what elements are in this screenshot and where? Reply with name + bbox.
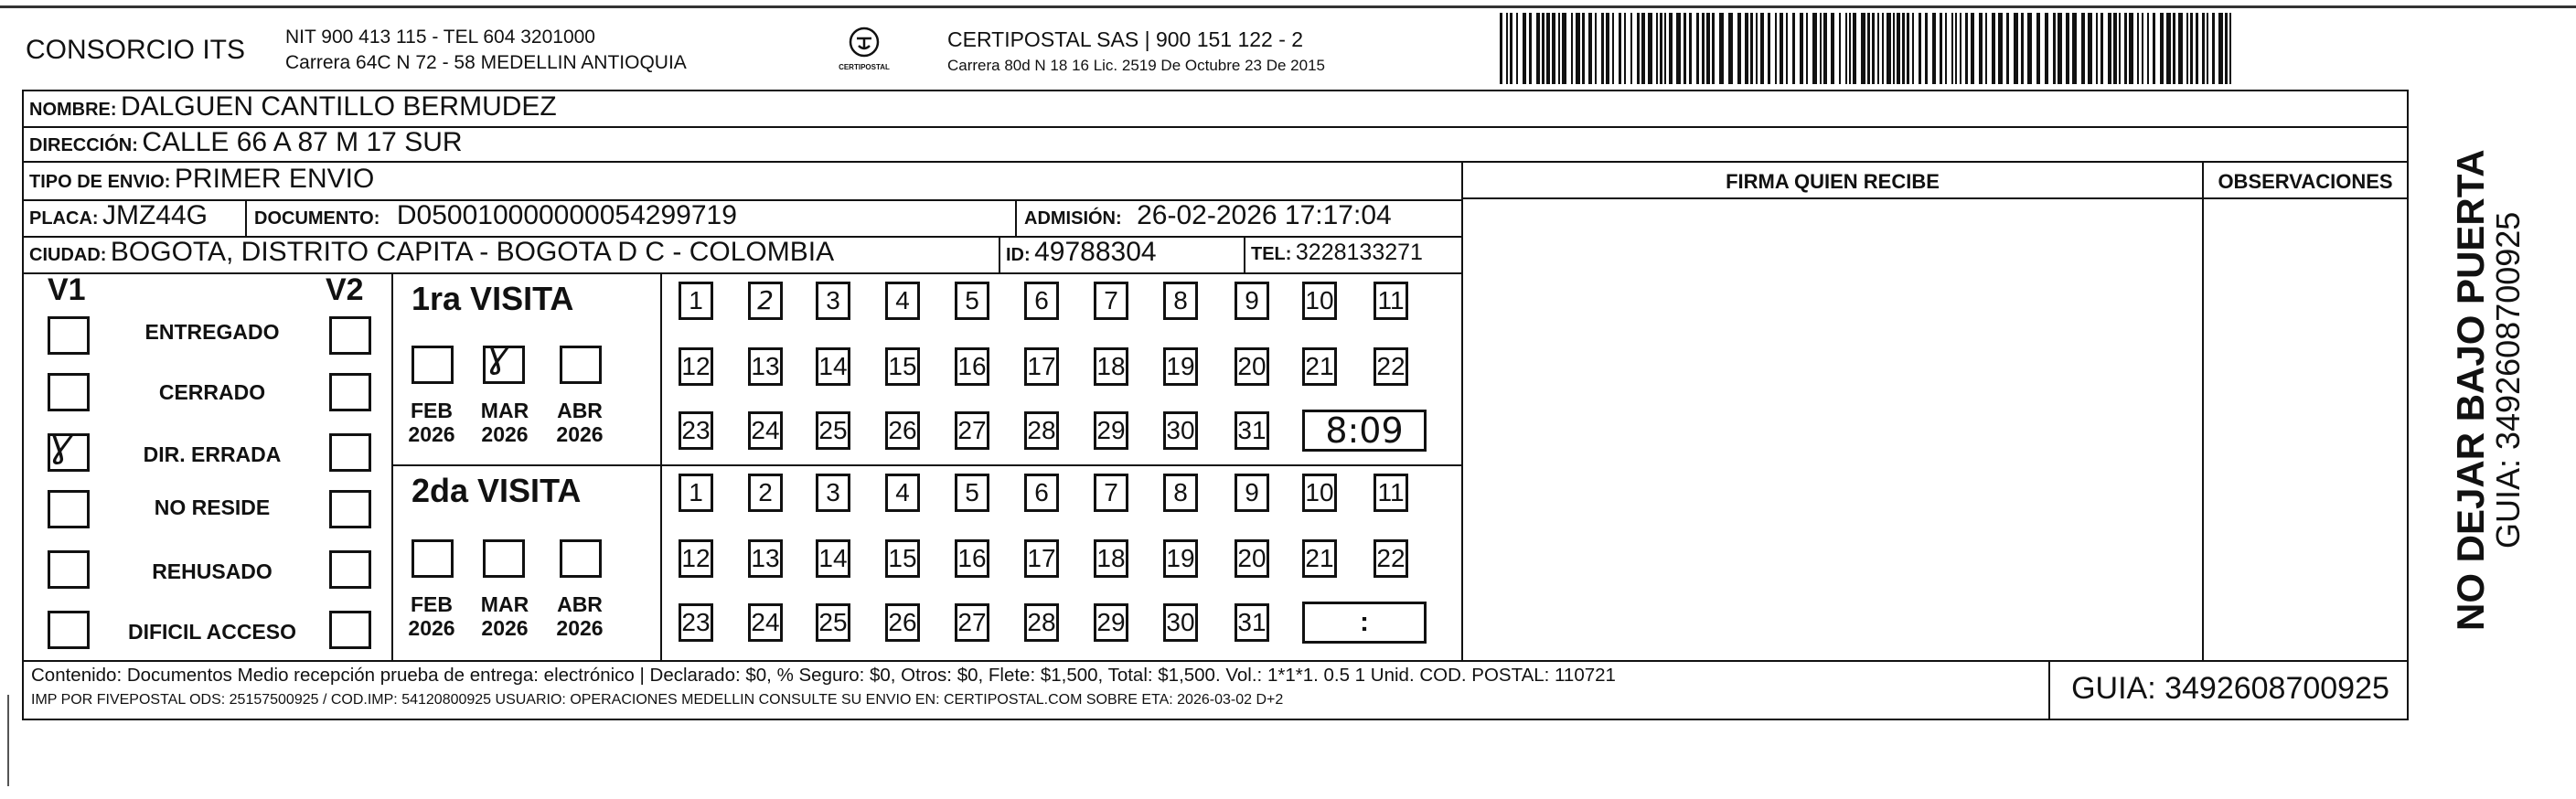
barcode-bar: [1702, 13, 1705, 84]
visit-1-day-2[interactable]: 2: [748, 282, 783, 320]
barcode-bar: [1872, 13, 1875, 84]
barcode-bar: [1965, 13, 1968, 84]
nombre-value: DALGUEN CANTILLO BERMUDEZ: [121, 91, 557, 122]
visit-2-day-2[interactable]: 2: [748, 474, 783, 512]
visit-2-time: :: [1360, 607, 1369, 637]
visit-2-month-feb-checkbox[interactable]: [412, 539, 454, 578]
visit-1-day-25[interactable]: 25: [816, 411, 850, 450]
visit-2-day-19[interactable]: 19: [1163, 539, 1198, 578]
barcode-bar: [2166, 13, 2171, 84]
v2-checkbox-no-reside[interactable]: [329, 490, 371, 528]
visit-2-day-10[interactable]: 10: [1302, 474, 1337, 512]
status-dir-errada-label: DIR. ERRADA: [143, 442, 282, 466]
visit-1-day-5[interactable]: 5: [955, 282, 989, 320]
visit-1-day-1[interactable]: 1: [679, 282, 713, 320]
visit-1-day-14[interactable]: 14: [816, 347, 850, 386]
visit-2-day-1[interactable]: 1: [679, 474, 713, 512]
barcode-bar: [2113, 13, 2117, 84]
barcode-bar: [1737, 13, 1741, 84]
visit-2-day-4[interactable]: 4: [885, 474, 920, 512]
v2-header: V2: [326, 272, 364, 307]
barcode-bar: [2100, 13, 2103, 84]
scan-edge-top: [0, 5, 2576, 8]
barcode-bar: [1792, 13, 1795, 84]
barcode-bar: [1780, 13, 1783, 84]
courier-address: Carrera 80d N 18 16 Lic. 2519 De Octubre 23 De 2015: [947, 57, 1325, 74]
barcode-bar: [2066, 13, 2069, 84]
barcode-bar: [1979, 13, 1983, 84]
barcode-bar: [2119, 13, 2121, 84]
side-warning: NO DEJAR BAJO PUERTA: [2449, 149, 2492, 631]
barcode-bar: [1806, 13, 1808, 84]
barcode-bar: [2137, 13, 2139, 84]
visit-1-month-mar: MAR 2026: [480, 399, 529, 446]
tipo-value: PRIMER ENVIO: [174, 164, 375, 194]
nombre-label: NOMBRE:: [29, 100, 117, 120]
barcode-bar: [1637, 13, 1640, 84]
barcode-bar: [1669, 13, 1673, 84]
barcode-bar: [1756, 13, 1758, 84]
barcode-bar: [1823, 13, 1827, 84]
visit-1-day-12[interactable]: 12: [679, 347, 713, 386]
barcode-bar: [2021, 13, 2024, 84]
placa-field: [29, 200, 208, 231]
barcode-bar: [1992, 13, 1995, 84]
visit-2-day-20[interactable]: 20: [1235, 539, 1269, 578]
visit-2-day-18[interactable]: 18: [1094, 539, 1128, 578]
visit-1-day-31[interactable]: 31: [1235, 411, 1269, 450]
barcode-bar: [1558, 13, 1560, 84]
barcode-bar: [2207, 13, 2208, 84]
barcode-bar: [1624, 13, 1626, 84]
tel-field: [1251, 240, 1423, 266]
visit-2-day-16[interactable]: 16: [955, 539, 989, 578]
visit-2-day-5[interactable]: 5: [955, 474, 989, 512]
visit-1-month-feb-checkbox[interactable]: [412, 346, 454, 384]
visit-2-day-13[interactable]: 13: [748, 539, 783, 578]
barcode-bar: [1529, 13, 1532, 84]
visit-2-day-6[interactable]: 6: [1024, 474, 1059, 512]
barcode-bar: [1546, 13, 1550, 84]
barcode-bar: [2129, 13, 2133, 84]
status-rehusado-label: REHUSADO: [152, 559, 273, 583]
barcode-bar: [2212, 13, 2215, 84]
barcode-bar: [1831, 13, 1834, 84]
tipo-field: [29, 164, 374, 195]
visit-1-time: 8:09: [1325, 410, 1404, 451]
barcode-bar: [1849, 13, 1851, 84]
visit-2-day-22[interactable]: 22: [1374, 539, 1408, 578]
visit-2-month-feb: FEB 2026: [408, 592, 455, 640]
v1-dir-errada-checkmark: Ɣ: [49, 430, 71, 466]
barcode-bar: [1648, 13, 1652, 84]
footer-contenido: Contenido: Documentos Medio recepción prueba de entrega: electrónico | Declarado: $0, % Seguro: $0, Otros: $0, Flete: $1,500, Total: $1,500. Vol.: 1*1*1. 0.5 1 Unid. COD. POSTAL: 110721: [31, 665, 1616, 686]
status-entregado-label: ENTREGADO: [144, 320, 280, 344]
barcode-bar: [2108, 13, 2111, 84]
scan-edge-left: [7, 695, 9, 786]
visit-1-month-abr: ABR 2026: [556, 399, 604, 446]
barcode-bar: [1882, 13, 1884, 84]
barcode-bar: [1712, 13, 1715, 84]
visit-1-day-29[interactable]: 29: [1094, 411, 1128, 450]
barcode-bar: [2186, 13, 2188, 84]
visit-2-month-abr: ABR 2026: [556, 592, 604, 640]
barcode-bar: [1571, 13, 1573, 84]
barcode-bar: [1696, 13, 1699, 84]
barcode-bar: [1588, 13, 1592, 84]
visit-2-day-9[interactable]: 9: [1235, 474, 1269, 512]
barcode-bar: [1516, 13, 1518, 84]
tel-label: TEL:: [1251, 244, 1292, 264]
v2-checkbox-dir-errada[interactable]: [329, 433, 371, 472]
barcode-bar: [1998, 13, 2003, 84]
v1-header: V1: [48, 272, 86, 307]
company-nit: NIT 900 413 115 - TEL 604 3201000: [285, 27, 595, 48]
visit-2-day-26[interactable]: 26: [885, 603, 920, 642]
barcode-bar: [2124, 13, 2127, 84]
direccion-field: [29, 127, 463, 158]
direccion-value: CALLE 66 A 87 M 17 SUR: [142, 127, 463, 157]
barcode-bar: [1907, 13, 1909, 84]
barcode-bar: [1706, 13, 1710, 84]
tipo-label: TIPO DE ENVIO:: [29, 172, 171, 192]
barcode-bar: [1985, 13, 1987, 84]
barcode-bar: [1750, 13, 1753, 84]
footer-guia: GUIA: 3492608700925: [2071, 671, 2389, 706]
barcode-bar: [2006, 13, 2009, 84]
barcode-bar: [1768, 13, 1770, 84]
visit-2-day-29[interactable]: 29: [1094, 603, 1128, 642]
barcode-bar: [2081, 13, 2085, 84]
admision-label: ADMISIÓN:: [1024, 208, 1122, 229]
barcode-bar: [2036, 13, 2040, 84]
barcode-bar: [1641, 13, 1645, 84]
barcode-bar: [1552, 13, 1555, 84]
footer-imp: IMP POR FIVEPOSTAL ODS: 25157500925 / COD.IMP: 54120800925 USUARIO: OPERACIONES MEDELLIN CONSULTE SU ENVIO EN: CERTIPOSTAL.COM SOBRE ETA: 2026-03-02 D+2: [31, 692, 1284, 708]
visit-1-month-abr-checkbox[interactable]: [560, 346, 602, 384]
barcode-bar: [1945, 13, 1947, 84]
visit-1-day-15[interactable]: 15: [885, 347, 920, 386]
visit-2-day-12[interactable]: 12: [679, 539, 713, 578]
visit-2-month-abr-checkbox[interactable]: [560, 539, 602, 578]
visit-2-day-31[interactable]: 31: [1235, 603, 1269, 642]
v1-checkbox-rehusado[interactable]: [48, 550, 90, 589]
barcode-bar: [1582, 13, 1585, 84]
visit-1-day-10[interactable]: 10: [1302, 282, 1337, 320]
admision-value: 26-02-2026 17:17:04: [1137, 200, 1392, 230]
barcode-bar: [2147, 13, 2149, 84]
barcode-bar: [1887, 13, 1891, 84]
barcode-bar: [2153, 13, 2155, 84]
barcode-bar: [2218, 13, 2223, 84]
barcode-bar: [1660, 13, 1662, 84]
company-address: Carrera 64C N 72 - 58 MEDELLIN ANTIOQUIA: [285, 52, 687, 73]
visit-2-day-25[interactable]: 25: [816, 603, 850, 642]
barcode-bar: [1845, 13, 1847, 84]
certipostal-logo: [832, 26, 896, 79]
barcode-bar: [1800, 13, 1803, 84]
barcode-bar: [1971, 13, 1974, 84]
barcode-bar: [1595, 13, 1597, 84]
visit-1-day-6[interactable]: 6: [1024, 282, 1059, 320]
firma-header: FIRMA QUIEN RECIBE: [1726, 170, 1940, 193]
barcode-bar: [1820, 13, 1822, 84]
barcode-bar: [2058, 13, 2062, 84]
direccion-label: DIRECCIÓN:: [29, 135, 138, 155]
barcode-bar: [1728, 13, 1733, 84]
id-label: ID:: [1006, 245, 1031, 265]
barcode-bar: [2088, 13, 2092, 84]
barcode-bar: [1510, 13, 1512, 84]
barcode: [1500, 13, 2231, 84]
barcode-bar: [1960, 13, 1961, 84]
barcode-bar: [1775, 13, 1777, 84]
visit-1-day-19[interactable]: 19: [1163, 347, 1198, 386]
visit-2-time-box[interactable]: [1302, 602, 1427, 644]
visit-2-day-11[interactable]: 11: [1374, 474, 1408, 512]
barcode-bar: [2142, 13, 2143, 84]
status-no-reside-label: NO RESIDE: [154, 495, 271, 519]
barcode-bar: [1951, 13, 1953, 84]
visit-1-day-13[interactable]: 13: [748, 347, 783, 386]
v1-checkbox-cerrado[interactable]: [48, 373, 90, 411]
barcode-bar: [2190, 13, 2193, 84]
barcode-bar: [1760, 13, 1764, 84]
documento-label: DOCUMENTO:: [254, 208, 380, 229]
visit-2-day-21[interactable]: 21: [1302, 539, 1337, 578]
barcode-bar: [1877, 13, 1879, 84]
barcode-bar: [1867, 13, 1870, 84]
barcode-bar: [2045, 13, 2048, 84]
barcode-bar: [1853, 13, 1856, 84]
visit-1-title: 1ra VISITA: [412, 280, 574, 317]
barcode-bar: [1902, 13, 1905, 84]
nombre-field: [29, 91, 557, 123]
barcode-bar: [2178, 13, 2183, 84]
barcode-bar: [1932, 13, 1936, 84]
visit-1-day-24[interactable]: 24: [748, 411, 783, 450]
visit-1-day-28[interactable]: 28: [1024, 411, 1059, 450]
documento-field: [254, 200, 737, 231]
visit-1-day-21[interactable]: 21: [1302, 347, 1337, 386]
barcode-bar: [1619, 13, 1621, 84]
visit-1-day-30[interactable]: 30: [1163, 411, 1198, 450]
barcode-bar: [2196, 13, 2198, 84]
visit-1-day-9[interactable]: 9: [1235, 282, 1269, 320]
id-field: [1006, 237, 1157, 268]
barcode-bar: [1812, 13, 1817, 84]
barcode-bar: [1955, 13, 1957, 84]
v1-checkbox-dificil-acceso[interactable]: [48, 611, 90, 649]
barcode-bar: [1719, 13, 1724, 84]
barcode-bar: [1664, 13, 1666, 84]
visit-2-day-28[interactable]: 28: [1024, 603, 1059, 642]
visit-1-day-27[interactable]: 27: [955, 411, 989, 450]
visit-2-day-23[interactable]: 23: [679, 603, 713, 642]
visit-1-day-11[interactable]: 11: [1374, 282, 1408, 320]
visit-2-day-24[interactable]: 24: [748, 603, 783, 642]
barcode-bar: [2096, 13, 2098, 84]
v1-checkbox-no-reside[interactable]: [48, 490, 90, 528]
v2-checkbox-rehusado[interactable]: [329, 550, 371, 589]
barcode-bar: [1839, 13, 1841, 84]
barcode-bar: [1506, 13, 1508, 84]
barcode-bar: [1861, 13, 1865, 84]
barcode-bar: [2173, 13, 2175, 84]
visit-2-day-7[interactable]: 7: [1094, 474, 1128, 512]
barcode-bar: [1656, 13, 1658, 84]
barcode-bar: [1912, 13, 1914, 84]
side-guia: GUIA: 3492608700925: [2489, 211, 2527, 549]
barcode-bar: [2202, 13, 2205, 84]
id-value: 49788304: [1034, 237, 1157, 267]
visit-2-day-17[interactable]: 17: [1024, 539, 1059, 578]
visit-2-day-30[interactable]: 30: [1163, 603, 1198, 642]
barcode-bar: [1606, 13, 1609, 84]
ciudad-label: CIUDAD:: [29, 245, 107, 265]
courier-name: CERTIPOSTAL SAS | 900 151 122 - 2: [947, 27, 1304, 51]
barcode-bar: [1683, 13, 1686, 84]
ciudad-value: BOGOTA, DISTRITO CAPITA - BOGOTA D C - COLOMBIA: [110, 237, 835, 267]
logo-icon: [846, 26, 882, 59]
visit-2-day-8[interactable]: 8: [1163, 474, 1198, 512]
barcode-bar: [1940, 13, 1942, 84]
barcode-bar: [1897, 13, 1900, 84]
v2-checkbox-entregado[interactable]: [329, 316, 371, 355]
barcode-bar: [2053, 13, 2056, 84]
barcode-bar: [1612, 13, 1614, 84]
barcode-bar: [2027, 13, 2032, 84]
barcode-bar: [1562, 13, 1566, 84]
v2-checkbox-dificil-acceso[interactable]: [329, 611, 371, 649]
v2-checkbox-cerrado[interactable]: [329, 373, 371, 411]
visit-1-day-17[interactable]: 17: [1024, 347, 1059, 386]
visit-2-month-mar: MAR 2026: [480, 592, 529, 640]
barcode-bar: [1576, 13, 1580, 84]
barcode-bar: [1925, 13, 1928, 84]
barcode-bar: [2072, 13, 2077, 84]
barcode-bar: [2229, 13, 2231, 84]
logo-text: CERTIPOSTAL: [839, 63, 890, 71]
barcode-bar: [1542, 13, 1545, 84]
v1-checkbox-entregado[interactable]: [48, 316, 90, 355]
visit-1-day-26[interactable]: 26: [885, 411, 920, 450]
visit-2-day-3[interactable]: 3: [816, 474, 850, 512]
visit-1-time-box[interactable]: [1302, 410, 1427, 452]
barcode-bar: [1786, 13, 1788, 84]
barcode-bar: [2160, 13, 2164, 84]
barcode-bar: [2225, 13, 2228, 84]
barcode-bar: [1893, 13, 1895, 84]
visit-2-day-27[interactable]: 27: [955, 603, 989, 642]
visit-1-day-8[interactable]: 8: [1163, 282, 1198, 320]
barcode-bar: [1630, 13, 1632, 84]
visit-1-day-7[interactable]: 7: [1094, 282, 1128, 320]
visit-1-mar-checkmark: Ɣ: [486, 340, 508, 377]
company-name: CONSORCIO ITS: [26, 35, 246, 65]
visit-2-title: 2da VISITA: [412, 472, 582, 509]
barcode-bar: [1745, 13, 1748, 84]
visit-2-day-15[interactable]: 15: [885, 539, 920, 578]
visit-1-day-3[interactable]: 3: [816, 282, 850, 320]
visit-1-day-20[interactable]: 20: [1235, 347, 1269, 386]
status-cerrado-label: CERRADO: [158, 380, 266, 404]
visit-2-month-mar-checkbox[interactable]: [483, 539, 525, 578]
observaciones-header: OBSERVACIONES: [2218, 170, 2393, 193]
visit-1-month-feb: FEB 2026: [408, 399, 455, 446]
admision-field: [1024, 200, 1392, 231]
ciudad-field: [29, 237, 834, 268]
documento-value: D050010000000054299719: [396, 200, 737, 230]
barcode-bar: [1523, 13, 1526, 84]
barcode-bar: [1689, 13, 1692, 84]
status-dificil-acceso-label: DIFICIL ACCESO: [127, 620, 296, 644]
visit-1-day-18[interactable]: 18: [1094, 347, 1128, 386]
barcode-bar: [2014, 13, 2018, 84]
visit-1-day-22[interactable]: 22: [1374, 347, 1408, 386]
barcode-bar: [1536, 13, 1540, 84]
visit-2-day-14[interactable]: 14: [816, 539, 850, 578]
tel-value: 3228133271: [1295, 240, 1423, 265]
barcode-bar: [1601, 13, 1604, 84]
placa-value: JMZ44G: [102, 200, 208, 230]
visit-1-day-16[interactable]: 16: [955, 347, 989, 386]
visit-1-day-4[interactable]: 4: [885, 282, 920, 320]
barcode-bar: [1676, 13, 1681, 84]
barcode-bar: [1919, 13, 1921, 84]
placa-label: PLACA:: [29, 208, 99, 229]
visit-1-day-23[interactable]: 23: [679, 411, 713, 450]
barcode-bar: [1500, 13, 1502, 84]
